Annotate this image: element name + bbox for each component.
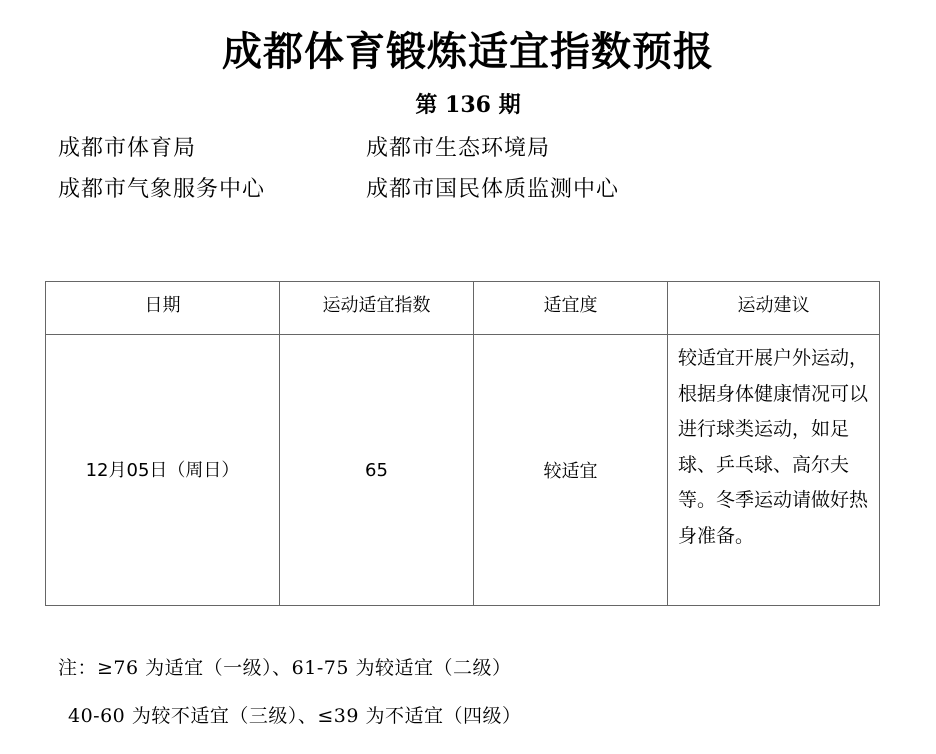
issue-number: 第 136 期: [415, 92, 521, 118]
cell-suitability: 较适宜: [474, 335, 668, 606]
header-suitability: 适宜度: [474, 282, 668, 335]
document-title: 成都体育锻炼适宜指数预报: [222, 28, 714, 75]
org-fitness-monitoring-center: 成都市国民体质监测中心: [366, 177, 620, 202]
note-line-2: 40-60 为较不适宜（三级）、≤39 为不适宜（四级）: [68, 705, 522, 727]
forecast-table: [45, 281, 880, 606]
table-header-row: [46, 282, 880, 335]
org-meteorological-center: 成都市气象服务中心: [58, 177, 266, 202]
org-sports-bureau: 成都市体育局: [58, 136, 197, 161]
header-index: 运动适宜指数: [280, 282, 474, 335]
header-date: 日期: [46, 282, 280, 335]
org-ecology-bureau: 成都市生态环境局: [366, 136, 551, 161]
header-advice: 运动建议: [668, 282, 880, 335]
table-row: [46, 335, 880, 606]
note-line-1: 注：≥76 为适宜（一级）、61-75 为较适宜（二级）: [58, 657, 512, 679]
cell-index: 65: [280, 335, 474, 606]
cell-advice: 较适宜开展户外运动，根据身体健康情况可以进行球类运动，如足球、乒乓球、高尔夫等。冬季运动请做好热身准备。: [668, 335, 880, 606]
cell-date: 12月05日（周日）: [46, 335, 280, 606]
